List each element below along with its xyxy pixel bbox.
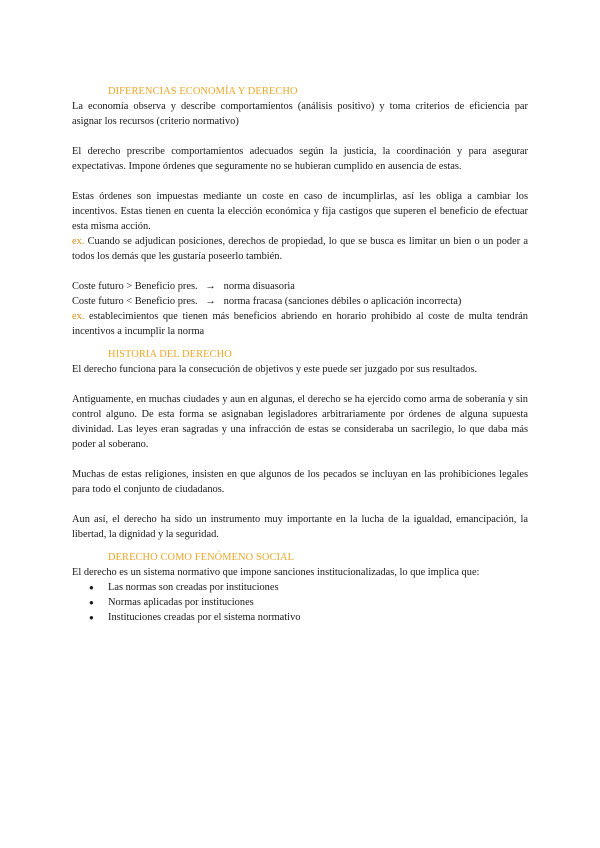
paragraph-religiones: Muchas de estas religiones, insisten en que algunos de los pecados se incluyan en las prohibiciones legales para todo el conjunto de ciudadanos. [72, 469, 528, 495]
heading-diferencias: DIFERENCIAS ECONOMÍA Y DERECHO [108, 86, 298, 97]
example-text: Cuando se adjudican posiciones, derechos de propiedad, lo que se busca es limitar un bien o un poder a todos los demás que les gustaría poseerlo también. [72, 236, 528, 262]
document-body [72, 84, 528, 625]
spacer [72, 129, 528, 144]
example-establecimientos [72, 309, 528, 339]
paragraph-aun-asi: Aun así, el derecho ha sido un instrumento muy importante en la lucha de la igualdad, emancipación, la libertad, la dignidad y la seguridad. [72, 514, 528, 540]
list-item: ● Las normas son creadas por instituciones [72, 580, 528, 595]
spacer [72, 497, 528, 512]
arrow-right-icon: → [205, 296, 216, 307]
heading-historia: HISTORIA DEL DERECHO [108, 349, 232, 360]
rule-disuasoria [72, 279, 528, 294]
spacer [72, 377, 528, 392]
arrow-right-icon: → [205, 281, 216, 292]
list-item: ● Instituciones creadas por el sistema normativo [72, 610, 528, 625]
example-label: ex. [72, 311, 85, 322]
rule-right: norma fracasa (sanciones débiles o aplicación incorrecta) [223, 296, 462, 307]
rule-fracasa [72, 294, 528, 309]
paragraph-ordenes: Estas órdenes son impuestas mediante un coste en caso de incumplirlas, así les obliga a cambiar los incentivos. Estas tienen en cuenta la elección económica y fija castigos que superen el beneficio de efectuar esta misma acción. [72, 191, 528, 232]
rule-left: Coste futuro < Beneficio pres. [72, 296, 198, 307]
paragraph-funciona: El derecho funciona para la consecución de objetivos y este puede ser juzgado por sus resultados. [72, 364, 478, 375]
paragraph-economia: La economía observa y describe comportamientos (análisis positivo) y toma criterios de eficiencia par asignar los recursos (criterio normativo) [72, 101, 528, 127]
paragraph-sistema-normativo: El derecho es un sistema normativo que impone sanciones institucionalizadas, lo que implica que: [72, 567, 480, 578]
list-item: ● Normas aplicadas por instituciones [72, 595, 528, 610]
paragraph-derecho-prescribe: El derecho prescribe comportamientos adecuados según la justicia, la coordinación y para asegurar expectativas. Impone órdenes que seguramente no se hubieran cumplido en ausencia de estas. [72, 146, 528, 172]
spacer [72, 452, 528, 467]
spacer [72, 264, 528, 279]
spacer [72, 339, 528, 347]
spacer [72, 542, 528, 550]
paragraph-antiguamente: Antiguamente, en muchas ciudades y aun en algunas, el derecho se ha ejercido como arma de soberanía y sin control alguno. De esta forma se asignaban legisladores arbitrariamente por órdenes de alguna supuesta divinidad. Las leyes eran sagradas y una infracción de estas se consideraba un sacrilegio, lo que daba más poder al soberano. [72, 394, 528, 450]
heading-fenomeno-social: DERECHO COMO FENÓMENO SOCIAL [108, 552, 295, 563]
example-adjudican [72, 234, 528, 264]
rule-right: norma disuasoria [223, 281, 295, 292]
spacer [72, 174, 528, 189]
example-text: establecimientos que tienen más beneficios abriendo en horario prohibido al coste de multa tendrán incentivos a incumplir la norma [72, 311, 528, 337]
bullet-list [72, 580, 528, 625]
example-label: ex. [72, 236, 85, 247]
rule-left: Coste futuro > Beneficio pres. [72, 281, 198, 292]
